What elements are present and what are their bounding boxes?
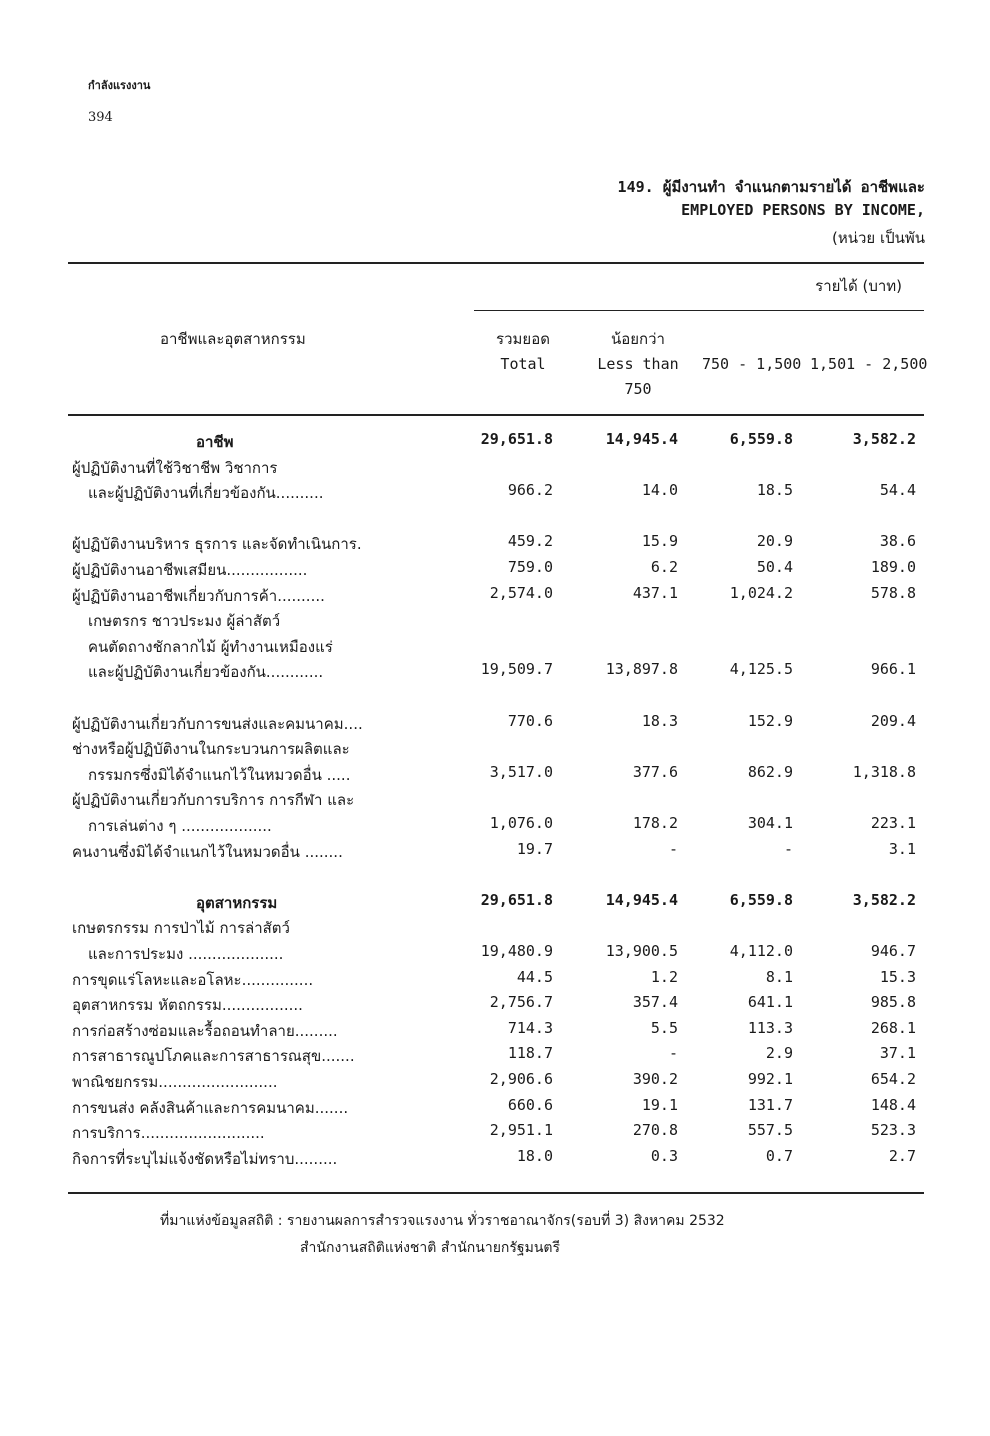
table-row — [0, 1096, 990, 1122]
row-value-3: 4,112.0 — [729, 942, 793, 960]
income-group-header: รายได้ (บาท) — [815, 277, 902, 295]
table-row — [0, 481, 990, 507]
row-value-1: 2,906.6 — [489, 1070, 553, 1088]
table-row — [0, 891, 990, 917]
row-value-1: 44.5 — [516, 967, 553, 986]
row-value-4: 223.1 — [870, 814, 916, 832]
table-row — [0, 763, 990, 789]
row-value-2: 14,945.4 — [605, 890, 678, 909]
row-value-2: 6.2 — [650, 558, 678, 576]
table-row — [0, 456, 990, 482]
row-value-2: 13,900.5 — [605, 942, 678, 960]
row-value-2: 390.2 — [632, 1070, 678, 1088]
row-value-2: - — [668, 839, 678, 858]
total-column-header — [488, 327, 558, 377]
table-row — [0, 430, 990, 456]
row-value-4: 148.4 — [870, 1095, 916, 1114]
row-label: การเล่นต่าง ๆ ................... — [88, 817, 272, 835]
row-label: การบริการ.......................... — [72, 1124, 265, 1143]
row-value-1: 18.0 — [516, 1146, 553, 1165]
col-1501-2500-header: 1,501 - 2,500 — [810, 355, 928, 373]
table-row — [0, 1147, 990, 1173]
row-value-3: 50.4 — [756, 558, 793, 576]
row-value-1: 19.7 — [516, 839, 553, 858]
row-value-4: 189.0 — [870, 558, 916, 576]
row-value-4: 3,582.2 — [852, 430, 916, 448]
table-row — [0, 558, 990, 584]
row-value-4: 966.1 — [870, 660, 916, 679]
table-row — [0, 609, 990, 635]
row-value-4: 2.7 — [888, 1146, 916, 1165]
row-value-3: 1,024.2 — [729, 583, 793, 602]
row-label: ผู้ปฏิบัติงานอาชีพเกี่ยวกับการค้า.......... — [72, 586, 325, 605]
total-english: Total — [500, 355, 546, 373]
unit-note: (หน่วย เป็นพัน — [831, 229, 925, 247]
row-value-4: 946.7 — [870, 942, 916, 960]
bottom-rule — [68, 1192, 924, 1194]
table-row — [0, 1121, 990, 1147]
row-value-1: 770.6 — [507, 711, 553, 730]
row-label: พาณิชยกรรม......................... — [72, 1073, 278, 1091]
lt750-value: 750 — [624, 380, 652, 398]
row-label: กิจการที่ระบุไม่แจ้งชัดหรือไม่ทราบ......... — [72, 1149, 338, 1168]
row-value-1: 459.2 — [507, 532, 553, 551]
row-value-2: 19.1 — [641, 1095, 678, 1114]
row-value-1: 29,651.8 — [480, 890, 553, 909]
row-value-1: 2,756.7 — [489, 993, 553, 1012]
row-value-2: 377.6 — [632, 762, 678, 781]
row-value-4: 654.2 — [870, 1070, 916, 1088]
row-label: การก่อสร้างซ่อมและรื้อถอนทำลาย......... — [72, 1021, 338, 1040]
running-head: กำลังแรงงาน — [88, 79, 151, 92]
row-value-3: 152.9 — [747, 711, 793, 730]
row-value-1: 3,517.0 — [489, 762, 553, 781]
table-row — [0, 1044, 990, 1070]
col-750-1500-header: 750 - 1,500 — [702, 355, 802, 373]
row-label: ช่างหรือผู้ปฏิบัติงานในกระบวนการผลิตและ — [72, 740, 350, 759]
row-value-4: 268.1 — [870, 1018, 916, 1037]
row-value-1: 714.3 — [507, 1018, 553, 1037]
row-value-2: 357.4 — [632, 993, 678, 1012]
row-value-2: 14.0 — [641, 481, 678, 500]
row-value-4: 985.8 — [870, 993, 916, 1012]
row-value-1: 966.2 — [507, 481, 553, 500]
row-value-3: 0.7 — [765, 1146, 793, 1165]
row-value-3: 8.1 — [765, 967, 793, 986]
row-label: เกษตรกร ชาวประมง ผู้ล่าสัตว์ — [88, 612, 281, 631]
source-note-line2: สำนักงานสถิติแห่งชาติ สำนักนายกรัฐมนตรี — [300, 1240, 561, 1256]
table-row — [0, 865, 990, 891]
row-label: ผู้ปฏิบัติงานอาชีพเสมียน................. — [72, 561, 308, 579]
row-value-3: 641.1 — [747, 993, 793, 1012]
row-label: เกษตรกรรม การป่าไม้ การล่าสัตว์ — [72, 919, 290, 938]
row-value-1: 759.0 — [507, 558, 553, 576]
row-label: และผู้ปฏิบัติงานเกี่ยวข้องกัน............ — [88, 663, 324, 682]
row-value-3: 304.1 — [747, 814, 793, 832]
table-row — [0, 584, 990, 610]
row-label: คนตัดถางชักลากไม้ ผู้ทำงานเหมืองแร่ — [88, 637, 333, 656]
row-value-2: 18.3 — [641, 711, 678, 730]
row-value-3: 6,559.8 — [729, 430, 793, 448]
row-value-2: 178.2 — [632, 814, 678, 832]
row-value-4: 209.4 — [870, 711, 916, 730]
table-row — [0, 507, 990, 533]
row-value-2: - — [668, 1044, 678, 1063]
header-bottom-rule — [68, 414, 924, 416]
row-value-3: 557.5 — [747, 1121, 793, 1140]
row-value-4: 54.4 — [879, 481, 916, 500]
row-value-3: 4,125.5 — [729, 660, 793, 679]
row-label: การขนส่ง คลังสินค้าและการคมนาคม....... — [72, 1098, 349, 1117]
table-row — [0, 942, 990, 968]
row-value-4: 15.3 — [879, 967, 916, 986]
row-label: อุตสาหกรรม หัตถกรรม................. — [72, 996, 303, 1015]
row-label: และการประมง .................... — [88, 945, 284, 963]
table-row — [0, 968, 990, 994]
row-value-3: 18.5 — [756, 481, 793, 500]
row-value-2: 437.1 — [632, 583, 678, 602]
row-value-1: 118.7 — [507, 1044, 553, 1063]
source-note-line1: ที่มาแห่งข้อมูลสถิติ : รายงานผลการสำรวจแรงงาน ทั่วราชอาณาจักร(รอบที่ 3) สิงหาคม 2532 — [160, 1213, 725, 1229]
row-value-2: 14,945.4 — [605, 430, 678, 448]
row-value-3: 6,559.8 — [729, 890, 793, 909]
row-label: ผู้ปฏิบัติงานที่ใช้วิชาชีพ วิชาการ — [72, 458, 278, 477]
row-value-2: 1.2 — [650, 967, 678, 986]
row-value-3: 131.7 — [747, 1095, 793, 1114]
row-value-3: 992.1 — [747, 1070, 793, 1088]
row-value-2: 0.3 — [650, 1146, 678, 1165]
row-label: การสาธารณูปโภคและการสาธารณสุข....... — [72, 1047, 355, 1066]
table-title-thai: 149. ผู้มีงานทำ จำแนกตามรายได้ อาชีพและ — [617, 178, 925, 196]
row-value-3: 2.9 — [765, 1044, 793, 1063]
row-value-3: 862.9 — [747, 762, 793, 781]
table-row — [0, 635, 990, 661]
table-title-english: EMPLOYED PERSONS BY INCOME, — [681, 201, 925, 219]
row-value-1: 660.6 — [507, 1095, 553, 1114]
row-value-3: 20.9 — [756, 532, 793, 551]
table-row — [0, 532, 990, 558]
row-value-3: 113.3 — [747, 1018, 793, 1037]
row-value-1: 29,651.8 — [480, 430, 553, 448]
total-thai: รวมยอด — [496, 330, 550, 348]
top-rule — [68, 262, 924, 264]
row-value-2: 15.9 — [641, 532, 678, 551]
row-value-3: - — [783, 839, 793, 858]
row-label: คนงานซึ่งมิได้จำแนกไว้ในหมวดอื่น ........ — [72, 842, 343, 861]
page-number: 394 — [88, 110, 113, 125]
label-column-header: อาชีพและอุตสาหกรรม — [160, 330, 306, 348]
row-value-4: 3.1 — [888, 839, 916, 858]
table-row — [0, 660, 990, 686]
row-value-4: 578.8 — [870, 583, 916, 602]
row-value-2: 13,897.8 — [605, 660, 678, 679]
row-value-4: 38.6 — [879, 532, 916, 551]
row-label: อาชีพ — [196, 433, 234, 451]
row-value-4: 3,582.2 — [852, 890, 916, 909]
row-label: อุตสาหกรรม — [196, 893, 278, 912]
row-label: กรรมกรซึ่งมิได้จำแนกไว้ในหมวดอื่น ..... — [88, 765, 351, 784]
row-label: ผู้ปฏิบัติงานเกี่ยวกับการบริการ การกีฬา และ — [72, 791, 355, 810]
lt750-column-header — [590, 327, 686, 402]
row-value-1: 1,076.0 — [489, 814, 553, 832]
row-value-4: 37.1 — [879, 1044, 916, 1063]
table-row — [0, 712, 990, 738]
table-row — [0, 737, 990, 763]
row-label: ผู้ปฏิบัติงานบริหาร ธุรการ และจัดทำเนินการ. — [72, 535, 362, 554]
table-row — [0, 993, 990, 1019]
row-value-1: 19,509.7 — [480, 660, 553, 679]
table-row — [0, 814, 990, 840]
row-label: และผู้ปฏิบัติงานที่เกี่ยวข้องกัน.......... — [88, 484, 324, 503]
row-value-2: 270.8 — [632, 1121, 678, 1140]
lt750-english: Less than — [597, 355, 679, 373]
table-row — [0, 788, 990, 814]
table-row — [0, 1019, 990, 1045]
row-value-4: 523.3 — [870, 1121, 916, 1140]
row-value-2: 5.5 — [650, 1018, 678, 1037]
income-rule — [474, 310, 924, 311]
row-value-1: 2,951.1 — [489, 1121, 553, 1140]
table-row — [0, 840, 990, 866]
row-label: ผู้ปฏิบัติงานเกี่ยวกับการขนส่งและคมนาคม.... — [72, 714, 363, 733]
table-row — [0, 916, 990, 942]
table-row — [0, 686, 990, 712]
lt750-thai: น้อยกว่า — [611, 330, 665, 348]
row-value-1: 19,480.9 — [480, 942, 553, 960]
row-label: การขุดแร่โลหะและอโลหะ............... — [72, 970, 314, 989]
table-row — [0, 1070, 990, 1096]
row-value-1: 2,574.0 — [489, 583, 553, 602]
row-value-4: 1,318.8 — [852, 762, 916, 781]
